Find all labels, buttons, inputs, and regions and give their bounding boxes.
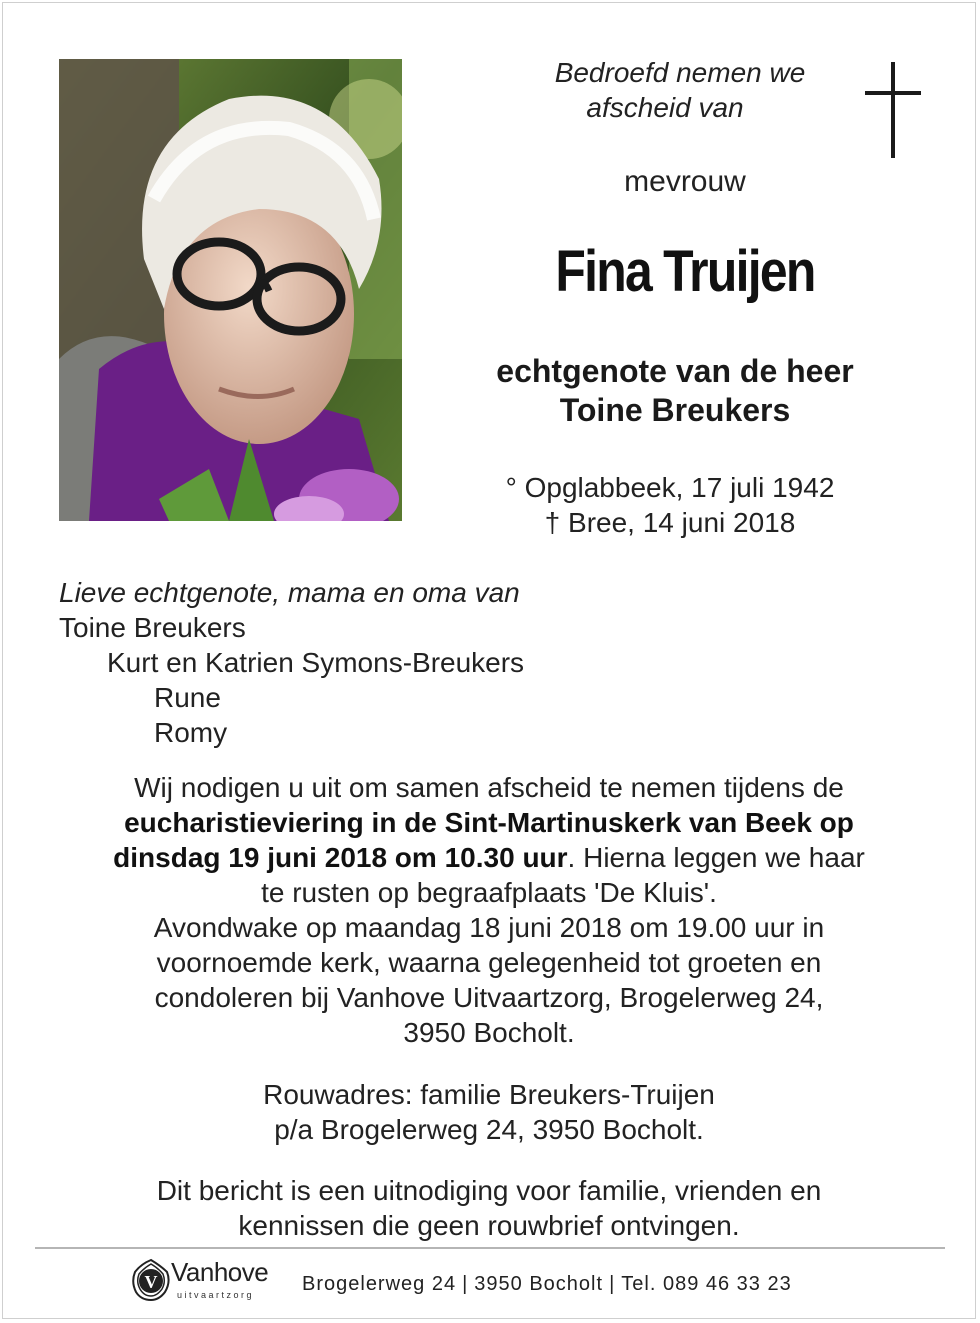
family-list bbox=[59, 575, 759, 750]
birth-symbol: ° bbox=[505, 472, 517, 503]
footer-separator: | bbox=[462, 1273, 469, 1295]
logo-subtitle: uitvaartzorg bbox=[177, 1290, 255, 1300]
service-details bbox=[40, 770, 938, 1050]
service-line-6: voornoemde kerk, waarna gelegenheid tot groeten en bbox=[156, 947, 822, 978]
service-line-5: Avondwake op maandag 18 juni 2018 om 19.00 uur in bbox=[153, 912, 825, 943]
family-member: Romy bbox=[154, 717, 228, 748]
spouse-line-1: echtgenote van de heer bbox=[496, 353, 854, 389]
logo-wordmark: Vanhove bbox=[171, 1257, 269, 1287]
footer-street: Brogelerweg 24 bbox=[302, 1273, 457, 1295]
intro-line-1: Bedroefd nemen we bbox=[554, 57, 806, 88]
invitation-notice bbox=[40, 1173, 938, 1243]
service-line-1: Wij nodigen u uit om samen afscheid te nemen tijdens de bbox=[134, 772, 844, 803]
family-member: Rune bbox=[154, 682, 221, 713]
service-bold-line-1: eucharistieviering in de Sint-Martinuskerk van Beek op bbox=[124, 807, 854, 838]
honorific: mevrouw bbox=[624, 165, 746, 198]
spouse-info bbox=[420, 352, 930, 430]
service-line-4: te rusten op begraafplaats 'De Kluis'. bbox=[261, 877, 717, 908]
mourning-address bbox=[40, 1077, 938, 1147]
family-member: Kurt en Katrien Symons-Breukers bbox=[107, 647, 525, 678]
vanhove-logo-icon bbox=[131, 1258, 171, 1302]
footer-separator: | bbox=[609, 1273, 616, 1295]
deceased-name: Fina Truijen bbox=[555, 239, 815, 304]
service-bold-line-2: dinsdag 19 juni 2018 om 10.30 uur bbox=[113, 842, 568, 873]
family-lead: Lieve echtgenote, mama en oma van bbox=[59, 577, 520, 608]
notice-line-2: kennissen die geen rouwbrief ontvingen. bbox=[238, 1210, 740, 1241]
logo-letter: V bbox=[144, 1272, 158, 1292]
service-line-3-tail: . Hierna leggen we haar bbox=[567, 842, 865, 873]
footer-city: 3950 Bocholt bbox=[474, 1273, 604, 1295]
notice-line-1: Dit bericht is een uitnodiging voor familie, vrienden en bbox=[156, 1175, 822, 1206]
intro-text bbox=[480, 55, 880, 125]
family-member: Toine Breukers bbox=[59, 612, 246, 643]
life-dates bbox=[420, 470, 920, 540]
address-line-1: Rouwadres: familie Breukers-Truijen bbox=[263, 1079, 715, 1110]
footer-divider bbox=[35, 1247, 945, 1249]
cross-icon bbox=[863, 62, 923, 160]
spouse-line-2: Toine Breukers bbox=[559, 392, 791, 428]
intro-line-2: afscheid van bbox=[586, 92, 744, 123]
portrait-photo bbox=[59, 59, 402, 521]
birth-date: Opglabbeek, 17 juli 1942 bbox=[524, 472, 835, 503]
address-line-2: p/a Brogelerweg 24, 3950 Bocholt. bbox=[274, 1114, 704, 1145]
footer-contact bbox=[302, 1273, 792, 1296]
death-symbol: † bbox=[544, 507, 561, 538]
service-line-8: 3950 Bocholt. bbox=[403, 1017, 575, 1048]
death-date: Bree, 14 juni 2018 bbox=[568, 507, 796, 538]
footer-phone: Tel. 089 46 33 23 bbox=[621, 1273, 792, 1295]
service-line-7: condoleren bij Vanhove Uitvaartzorg, Brogelerweg 24, bbox=[154, 982, 824, 1013]
